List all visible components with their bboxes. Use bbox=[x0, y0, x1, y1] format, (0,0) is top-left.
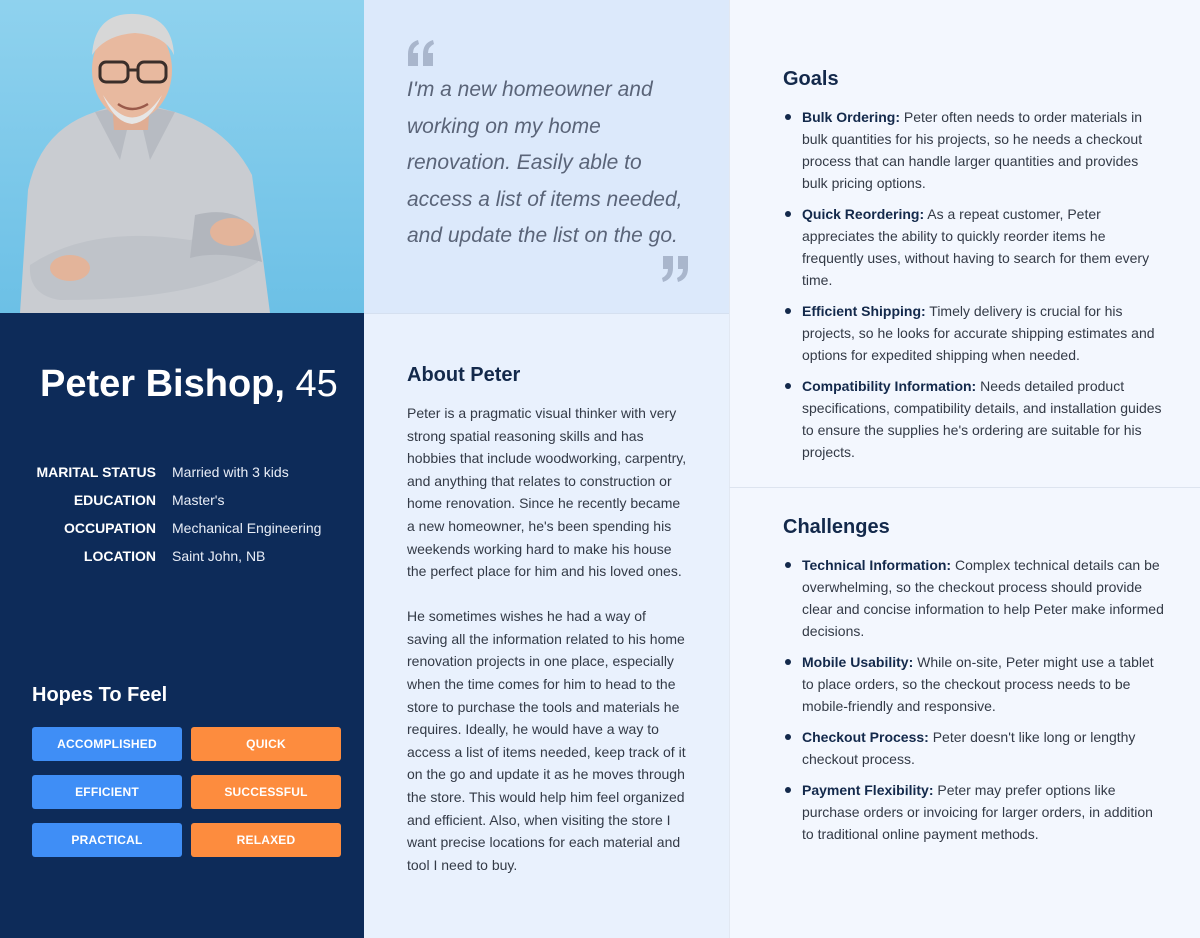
detail-value: Master's bbox=[172, 492, 225, 508]
persona-quote: I'm a new homeowner and working on my home renovation. Easily able to access a list of items needed, and update the list on the go. bbox=[407, 78, 683, 247]
persona-name bbox=[40, 363, 338, 406]
challenge-term: Technical Information: bbox=[802, 557, 952, 573]
detail-label: OCCUPATION bbox=[63, 520, 156, 536]
about-title: About Peter bbox=[407, 364, 521, 386]
detail-label: MARITAL STATUS bbox=[36, 464, 156, 480]
detail-label: LOCATION bbox=[83, 548, 156, 564]
detail-value: Married with 3 kids bbox=[172, 464, 289, 480]
challenges-list bbox=[783, 554, 1167, 854]
goals-title: Goals bbox=[783, 68, 839, 90]
goal-item bbox=[783, 300, 1167, 366]
about-paragraph: He sometimes wishes he had a way of saving all the information related to his home renovation projects in one place, especially when the time comes for him to head to the store to purchase the tools and materials he requires. Ideally, he would have a way to access a list of items needed, keep track of it on the go and update it as he moves through the store. This would help him feel organized and efficient. Also, when visiting the store I want precise locations for each material and tool I need to buy. bbox=[407, 608, 686, 873]
open-quote-icon bbox=[406, 40, 436, 66]
persona-name-text: Peter Bishop, bbox=[40, 363, 285, 405]
challenge-term: Checkout Process: bbox=[802, 729, 929, 745]
challenge-item bbox=[783, 779, 1167, 845]
quote-panel bbox=[364, 0, 729, 313]
detail-row bbox=[22, 458, 321, 486]
challenge-item bbox=[783, 726, 1167, 770]
hope-tag-relaxed: RELAXED bbox=[191, 823, 341, 857]
detail-row bbox=[22, 486, 321, 514]
hope-tag-successful: SUCCESSFUL bbox=[191, 775, 341, 809]
about-body bbox=[407, 402, 689, 899]
goal-text: As a repeat customer, Peter appreciates the ability to quickly reorder items he frequently uses, without having to search for them every time. bbox=[802, 206, 1150, 288]
about-section bbox=[364, 313, 729, 938]
hopes-title: Hopes To Feel bbox=[32, 684, 168, 706]
hope-tag-efficient: EFFICIENT bbox=[32, 775, 182, 809]
goal-item bbox=[783, 375, 1167, 463]
hope-tag-accomplished: ACCOMPLISHED bbox=[32, 727, 182, 761]
goal-text: Timely delivery is crucial for his projects, so he looks for accurate shipping estimates and options for expedited shipping when needed. bbox=[802, 303, 1155, 363]
profile-panel bbox=[0, 313, 364, 938]
goal-term: Quick Reordering: bbox=[802, 206, 925, 222]
hope-tag-practical: PRACTICAL bbox=[32, 823, 182, 857]
goals-section bbox=[729, 0, 1200, 487]
challenges-title: Challenges bbox=[783, 516, 890, 538]
detail-value: Saint John, NB bbox=[172, 548, 266, 564]
hope-tag-quick: QUICK bbox=[191, 727, 341, 761]
challenge-text: Peter doesn't like long or lengthy checkout process. bbox=[802, 729, 1136, 767]
detail-label: EDUCATION bbox=[73, 492, 156, 508]
challenge-item bbox=[783, 651, 1167, 717]
challenge-text: Complex technical details can be overwhelming, so the checkout process should provide clear and concise information to help Peter make informed decisions. bbox=[802, 557, 1164, 639]
goal-term: Efficient Shipping: bbox=[802, 303, 926, 319]
persona-details bbox=[22, 458, 321, 570]
challenge-term: Mobile Usability: bbox=[802, 654, 914, 670]
challenge-term: Payment Flexibility: bbox=[802, 782, 934, 798]
goals-list bbox=[783, 106, 1167, 472]
challenge-text: Peter may prefer options like purchase orders or invoicing for larger orders, in addition to traditional online payment methods. bbox=[802, 782, 1153, 842]
challenge-text: While on-site, Peter might use a tablet to place orders, so the checkout process needs to be mobile-friendly and responsive. bbox=[802, 654, 1154, 714]
goal-item bbox=[783, 203, 1167, 291]
goal-term: Bulk Ordering: bbox=[802, 109, 901, 125]
goal-term: Compatibility Information: bbox=[802, 378, 977, 394]
about-paragraph: Peter is a pragmatic visual thinker with very strong spatial reasoning skills and has hobbies that include woodworking, carpentry, and anything that relates to construction or home renovation. Since he recently became a new homeowner, he's been spending his weekends working hard to make his house the perfect place for him and his loved ones. bbox=[407, 405, 687, 580]
goal-item bbox=[783, 106, 1167, 194]
persona-portrait-illustration bbox=[0, 0, 364, 313]
persona-photo bbox=[0, 0, 364, 313]
detail-row bbox=[22, 542, 321, 570]
detail-row bbox=[22, 514, 321, 542]
goal-text: Peter often needs to order materials in bulk quantities for his projects, so he needs a checkout process that can handle larger quantities and provides bulk pricing options. bbox=[802, 109, 1143, 191]
persona-age: 45 bbox=[295, 363, 338, 405]
goal-text: Needs detailed product specifications, compatibility details, and installation guides to ensure the supplies he's ordering are suitable for his projects. bbox=[802, 378, 1162, 460]
close-quote-icon bbox=[660, 256, 690, 282]
challenge-item bbox=[783, 554, 1167, 642]
challenges-section bbox=[729, 487, 1200, 938]
detail-value: Mechanical Engineering bbox=[172, 520, 322, 536]
